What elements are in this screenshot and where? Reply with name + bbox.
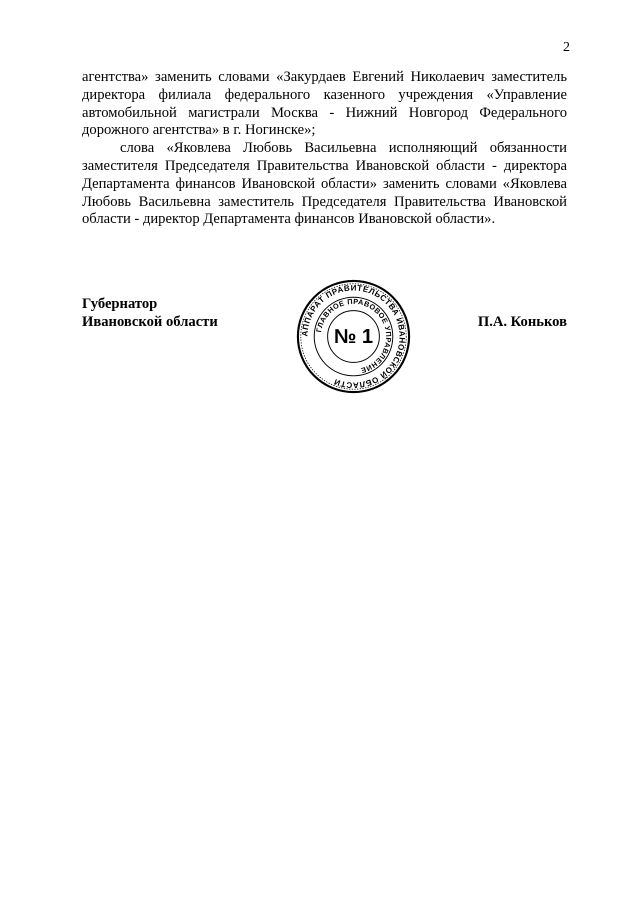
signatory-title-line-2: Ивановской области xyxy=(82,313,218,330)
signatory-name: П.А. Коньков xyxy=(477,313,567,330)
official-seal-stamp xyxy=(296,279,411,394)
paragraph-1: агентства» заменить словами «Закурдаев Евгений Николаевич заместитель директора филиала федерального казенного учреждения «Управление автомобильной магистрали Москва - Нижний Новгород Федерального дорожного агентства» в г. Ногинске»; xyxy=(82,69,567,139)
seal-graphic xyxy=(296,279,411,394)
page-number: 2 xyxy=(563,40,570,55)
signatory-title xyxy=(82,296,218,332)
signatory-title-line-1: Губернатор xyxy=(82,296,158,312)
document-body xyxy=(82,69,567,229)
seal-center-number: № 1 xyxy=(333,326,374,349)
paragraph-2: слова «Яковлева Любовь Васильевна исполняющий обязанности заместителя Председателя Правительства Ивановской области - директора Департамента финансов Ивановской области» заменить словами «Яковлева Любовь Васильевна заместитель Председателя Правительства Ивановской области - директор Департамента финансов Ивановской области». xyxy=(82,140,567,228)
seal-outer-text: АППАРАТ ПРАВИТЕЛЬСТВА ИВАНОВСКОЙ ОБЛАСТИ xyxy=(300,283,407,390)
seal-inner-text: ГЛАВНОЕ ПРАВОВОЕ УПРАВЛЕНИЕ xyxy=(314,296,394,376)
